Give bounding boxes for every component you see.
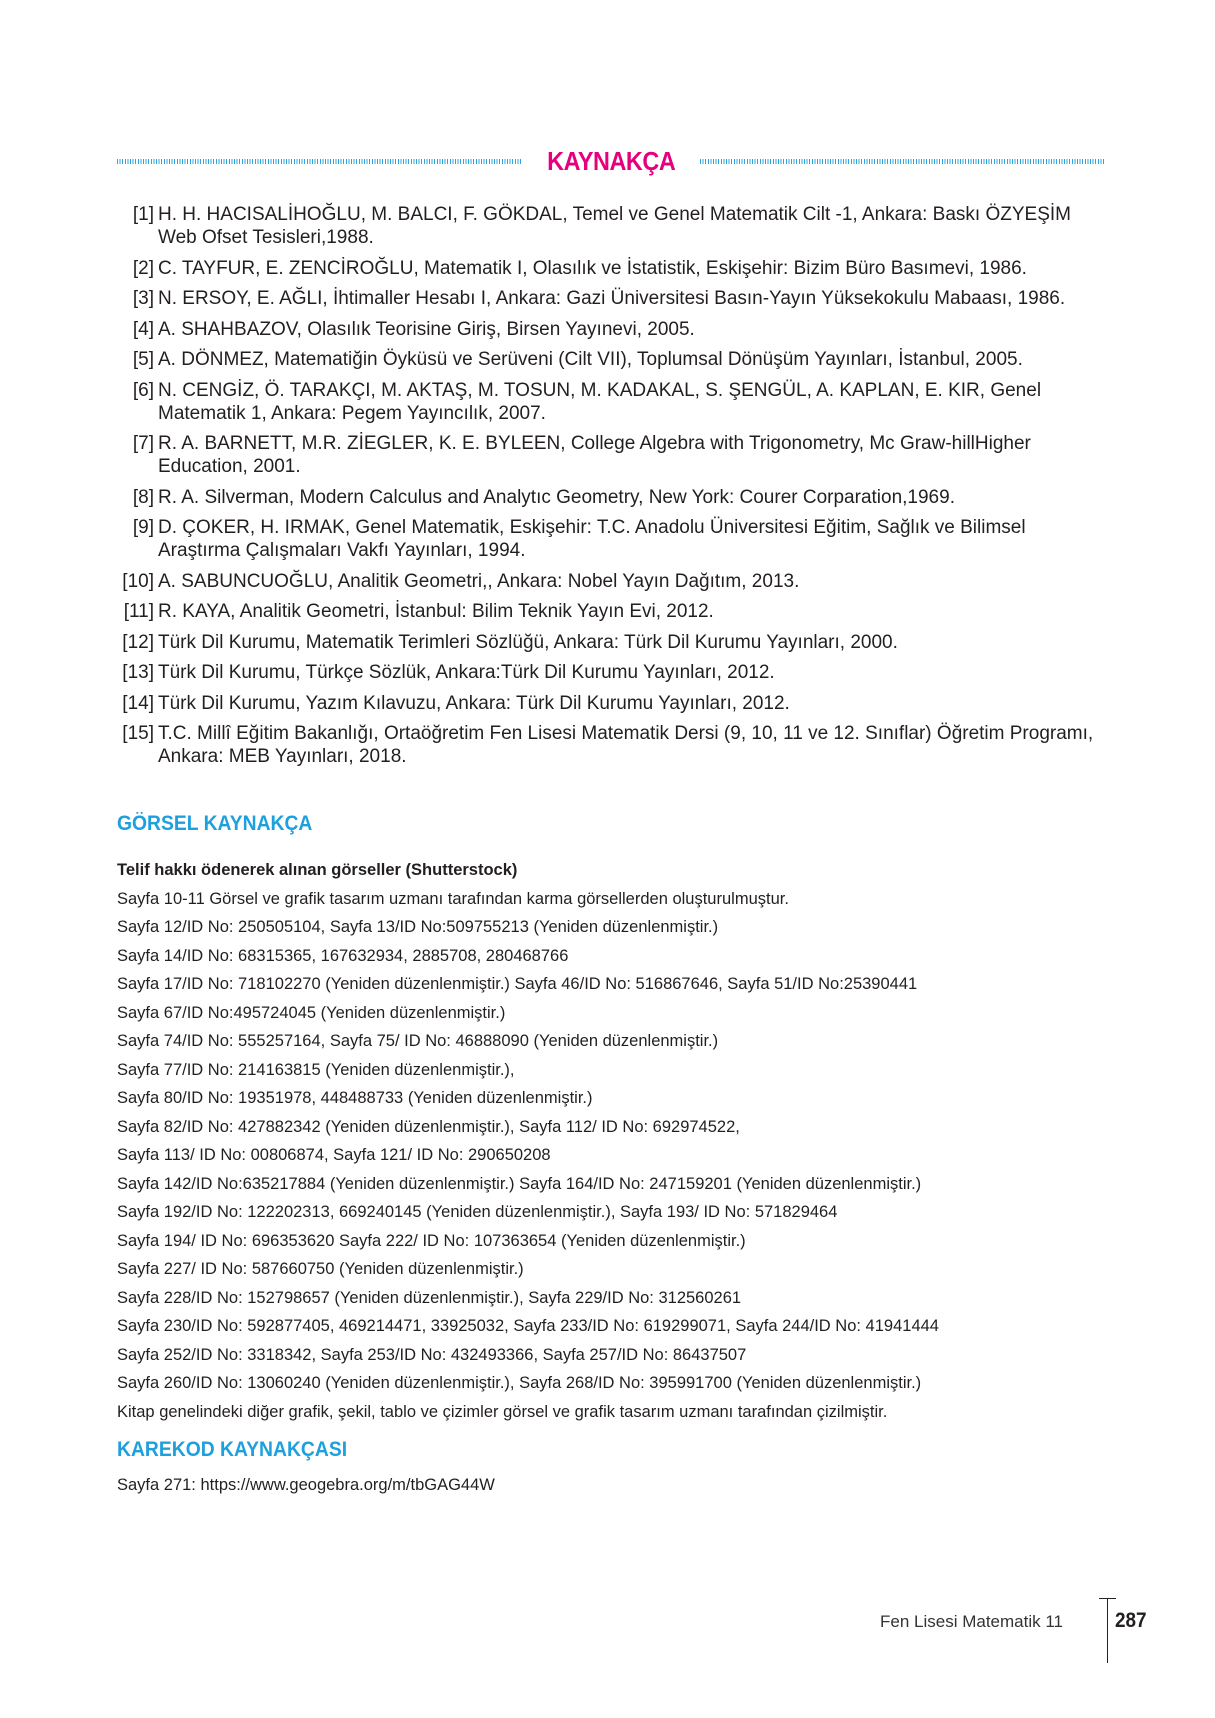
image-credit-line: Sayfa 252/ID No: 3318342, Sayfa 253/ID No: 432493366, Sayfa 257/ID No: 86437507 (117, 1345, 747, 1364)
reference-number: [2] (132, 257, 154, 279)
reference-item (117, 348, 1107, 371)
reference-item (117, 203, 1107, 249)
reference-number: [11] (123, 601, 154, 622)
image-credit-line: Sayfa 260/ID No: 13060240 (Yeniden düzenlenmiştir.), Sayfa 268/ID No: 395991700 (Yeniden düzenlenmiştir.) (117, 1374, 922, 1392)
image-credit-line: Sayfa 192/ID No: 122202313, 669240145 (Yeniden düzenlenmiştir.), Sayfa 193/ ID No: 571829464 (117, 1203, 838, 1221)
gorsel-heading: GÖRSEL KAYNAKÇA (117, 812, 313, 835)
image-credit-line: Sayfa 17/ID No: 718102270 (Yeniden düzenlenmiştir.) Sayfa 46/ID No: 516867646, Sayfa 51/ID No:25390441 (117, 975, 918, 993)
reference-list (117, 203, 1107, 776)
image-credit-line: Sayfa 74/ID No: 555257164, Sayfa 75/ ID No: 46888090 (Yeniden düzenlenmiştir.) (117, 1032, 719, 1050)
page-number: 287 (1115, 1609, 1147, 1632)
reference-text: Türk Dil Kurumu, Matematik Terimleri Sözlüğü, Ankara: Türk Dil Kurumu Yayınları, 2000. (158, 631, 898, 653)
reference-text: A. SHAHBAZOV, Olasılık Teorisine Giriş, Birsen Yayınevi, 2005. (158, 318, 695, 340)
reference-text: A. SABUNCUOĞLU, Analitik Geometri,, Ankara: Nobel Yayın Dağıtım, 2013. (158, 570, 800, 592)
reference-number: [14] (122, 692, 154, 714)
reference-text: A. DÖNMEZ, Matematiğin Öyküsü ve Serüveni (Cilt VII), Toplumsal Dönüşüm Yayınları, İstanbul, 2005. (158, 349, 1023, 370)
reference-text: R. KAYA, Analitik Geometri, İstanbul: Bilim Teknik Yayın Evi, 2012. (158, 601, 714, 622)
reference-item (117, 692, 1107, 715)
page-title: KAYNAKÇA (546, 146, 676, 176)
reference-number: [9] (132, 517, 154, 538)
footer-divider (1107, 1598, 1108, 1663)
decorative-divider (117, 159, 522, 164)
decorative-divider (700, 159, 1105, 164)
reference-item (117, 287, 1107, 310)
reference-item (117, 722, 1107, 768)
reference-item (117, 379, 1107, 425)
image-credit-line: Sayfa 227/ ID No: 587660750 (Yeniden düzenlenmiştir.) (117, 1260, 524, 1278)
reference-number: [8] (132, 486, 154, 508)
reference-item (117, 600, 1107, 623)
image-credit-line: Sayfa 228/ID No: 152798657 (Yeniden düzenlenmiştir.), Sayfa 229/ID No: 312560261 (117, 1288, 742, 1307)
reference-number: [13] (122, 662, 154, 683)
reference-number: [6] (132, 379, 154, 401)
karekod-heading: KAREKOD KAYNAKÇASI (117, 1438, 348, 1461)
reference-item (117, 661, 1107, 684)
reference-item (117, 516, 1107, 562)
reference-text: Türk Dil Kurumu, Yazım Kılavuzu, Ankara: Türk Dil Kurumu Yayınları, 2012. (158, 692, 790, 714)
reference-text: T.C. Millî Eğitim Bakanlığı, Ortaöğretim Fen Lisesi Matematik Dersi (9, 10, 11 ve 12. Sınıflar) Öğretim Programı, Ankara: MEB Yayınları, 2018. (158, 723, 1094, 767)
reference-number: [4] (132, 318, 154, 340)
reference-number: [5] (132, 349, 154, 370)
image-credit-line: Kitap genelindeki diğer grafik, şekil, tablo ve çizimler görsel ve grafik tasarım uzmanı tarafından çizilmiştir. (117, 1402, 888, 1421)
reference-number: [10] (122, 570, 154, 592)
karekod-line: Sayfa 271: https://www.geogebra.org/m/tbGAG44W (117, 1476, 495, 1494)
reference-text: C. TAYFUR, E. ZENCİROĞLU, Matematik I, Olasılık ve İstatistik, Eskişehir: Bizim Büro Basımevi, 1986. (158, 257, 1027, 279)
reference-number: [1] (132, 204, 154, 225)
gorsel-subheading: Telif hakkı ödenerek alınan görseller (Shutterstock) (117, 861, 518, 879)
reference-item (117, 432, 1107, 478)
reference-item (117, 257, 1107, 280)
reference-number: [3] (132, 288, 154, 309)
reference-text: D. ÇOKER, H. IRMAK, Genel Matematik, Eskişehir: T.C. Anadolu Üniversitesi Eğitim, Sağlık ve Bilimsel Araştırma Çalışmaları Vakfı Yayınları, 1994. (158, 517, 1026, 561)
image-credit-line: Sayfa 14/ID No: 68315365, 167632934, 2885708, 280468766 (117, 946, 569, 965)
image-credit-line: Sayfa 12/ID No: 250505104, Sayfa 13/ID No:509755213 (Yeniden düzenlenmiştir.) (117, 918, 719, 936)
image-credit-line: Sayfa 142/ID No:635217884 (Yeniden düzenlenmiştir.) Sayfa 164/ID No: 247159201 (Yeniden düzenlenmiştir.) (117, 1174, 922, 1193)
reference-text: N. CENGİZ, Ö. TARAKÇI, M. AKTAŞ, M. TOSUN, M. KADAKAL, S. ŞENGÜL, A. KAPLAN, E. KIR, Genel Matematik 1, Ankara: Pegem Yayıncılık, 2007. (158, 379, 1042, 424)
reference-text: R. A. BARNETT, M.R. ZİEGLER, K. E. BYLEEN, College Algebra with Trigonometry, Mc Graw-hillHigher Education, 2001. (158, 433, 1031, 477)
image-credit-line: Sayfa 10-11 Görsel ve grafik tasarım uzmanı tarafından karma görsellerden oluşturulmuştur. (117, 889, 789, 908)
footer-book-title: Fen Lisesi Matematik 11 (880, 1612, 1063, 1631)
reference-text: R. A. Silverman, Modern Calculus and Analytıc Geometry, New York: Courer Corparation,1969. (158, 486, 955, 508)
image-credit-line: Sayfa 113/ ID No: 00806874, Sayfa 121/ ID No: 290650208 (117, 1146, 551, 1164)
reference-item (117, 631, 1107, 654)
reference-text: N. ERSOY, E. AĞLI, İhtimaller Hesabı I, Ankara: Gazi Üniversitesi Basın-Yayın Yüksekokulu Mabaası, 1986. (158, 288, 1066, 309)
reference-item (117, 318, 1107, 341)
reference-text: Türk Dil Kurumu, Türkçe Sözlük, Ankara:Türk Dil Kurumu Yayınları, 2012. (158, 662, 775, 683)
title-row (117, 146, 1105, 177)
image-credit-line: Sayfa 82/ID No: 427882342 (Yeniden düzenlenmiştir.), Sayfa 112/ ID No: 692974522, (117, 1117, 740, 1136)
image-credit-line: Sayfa 77/ID No: 214163815 (Yeniden düzenlenmiştir.), (117, 1060, 515, 1079)
reference-item (117, 570, 1107, 593)
reference-number: [15] (122, 723, 154, 744)
gorsel-body (117, 856, 1107, 1426)
reference-text: H. H. HACISALİHOĞLU, M. BALCI, F. GÖKDAL, Temel ve Genel Matematik Cilt -1, Ankara: Baskı ÖZYEŞİM Web Ofset Tesisleri,1988. (158, 204, 1071, 248)
image-credit-line: Sayfa 80/ID No: 19351978, 448488733 (Yeniden düzenlenmiştir.) (117, 1089, 593, 1107)
image-credit-line: Sayfa 194/ ID No: 696353620 Sayfa 222/ ID No: 107363654 (Yeniden düzenlenmiştir.) (117, 1231, 746, 1250)
reference-item (117, 486, 1107, 509)
image-credit-line: Sayfa 230/ID No: 592877405, 469214471, 33925032, Sayfa 233/ID No: 619299071, Sayfa 244/ID No: 41941444 (117, 1317, 939, 1335)
reference-number: [7] (132, 433, 154, 454)
reference-number: [12] (122, 631, 154, 653)
image-credit-line: Sayfa 67/ID No:495724045 (Yeniden düzenlenmiştir.) (117, 1003, 506, 1022)
